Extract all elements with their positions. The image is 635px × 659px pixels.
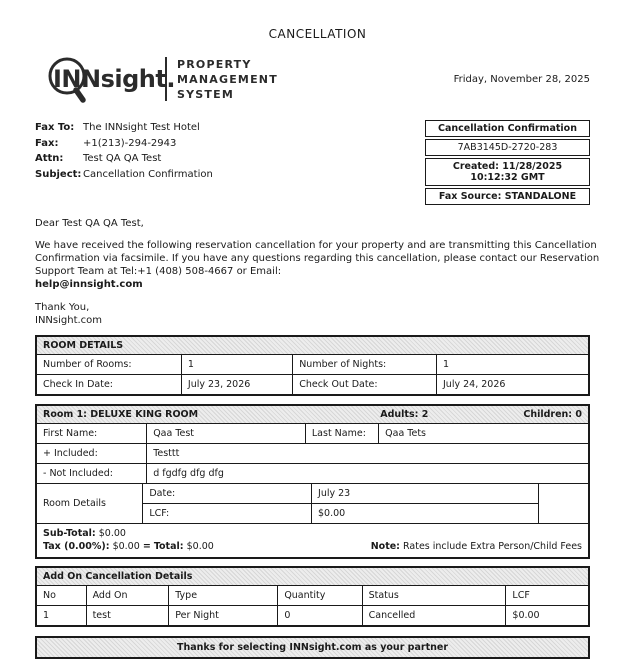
table-header-row — [37, 586, 588, 606]
subject-value: Cancellation Confirmation — [83, 168, 213, 180]
totals-row — [37, 524, 588, 557]
magnifier-logo-icon — [45, 54, 175, 104]
last-name-value: Qaa Tets — [385, 428, 427, 439]
attn-line — [35, 151, 213, 167]
addon-quantity: 0 — [278, 606, 362, 625]
innsight-logo — [45, 54, 278, 104]
table-row — [37, 355, 588, 375]
tax-label: Tax (0.00%): — [43, 541, 110, 552]
tax-value: $0.00 — [112, 541, 140, 552]
number-of-rooms-value: 1 — [182, 355, 293, 374]
included-label: + Included: — [37, 444, 147, 463]
subject-line — [35, 167, 213, 183]
adults-count: Adults: 2 — [380, 409, 429, 420]
check-out-date-label: Check Out Date: — [293, 375, 437, 394]
confirmation-box-title: Cancellation Confirmation — [425, 120, 590, 137]
addon-lcf: $0.00 — [512, 610, 540, 621]
total-label: Total: — [153, 541, 184, 552]
first-name-label: First Name: — [37, 424, 147, 443]
note-label: Note: — [370, 541, 400, 552]
not-included-label: - Not Included: — [37, 464, 147, 483]
fax-recipient-block — [35, 120, 213, 205]
document-title: CANCELLATION — [268, 27, 367, 41]
subtotal-label: Sub-Total: — [43, 528, 96, 539]
logo-tagline — [177, 57, 278, 102]
subtotal-line — [43, 527, 214, 540]
letter-paragraph — [35, 239, 617, 291]
confirmation-number: 7AB3145D-2720-283 — [425, 139, 590, 156]
fax-number-label: Fax: — [35, 137, 59, 149]
check-in-date-label: Check In Date: — [37, 375, 182, 394]
addon-status: Cancelled — [363, 606, 507, 625]
subject-label: Subject: — [35, 168, 82, 180]
fax-to-value: The INNsight Test Hotel — [83, 122, 200, 133]
room1-title: Room 1: DELUXE KING ROOM — [43, 409, 199, 420]
check-in-date-value: July 23, 2026 — [182, 375, 293, 394]
fax-number-value: +1(213)-294-2943 — [83, 137, 177, 149]
room1-header — [37, 406, 588, 424]
fax-source: Fax Source: STANDALONE — [425, 188, 590, 205]
attn-value: Test QA QA Test — [83, 153, 162, 164]
tax-total-line — [43, 540, 214, 553]
fax-info-section — [35, 120, 590, 205]
attn-label: Attn: — [35, 153, 64, 164]
date-lcf-grid — [143, 484, 538, 523]
room-details-compound-row — [37, 484, 588, 524]
confirmation-box — [425, 120, 590, 205]
total-value: $0.00 — [186, 541, 214, 552]
date-label: Date: — [143, 484, 312, 503]
addon-cancellation-table — [35, 566, 590, 627]
included-value: Testtt — [153, 448, 180, 459]
letter-body — [35, 217, 617, 327]
greeting: Dear Test QA QA Test, — [35, 218, 144, 229]
column-header-status: Status — [363, 586, 507, 605]
signature: INNsight.com — [35, 315, 103, 326]
table-row — [37, 606, 588, 625]
column-header-lcf: LCF — [512, 590, 530, 601]
table-row — [37, 444, 588, 464]
column-header-no: No — [37, 586, 87, 605]
document-date: Friday, November 28, 2025 — [453, 73, 590, 85]
lcf-label: LCF: — [143, 504, 312, 523]
addon-name: test — [87, 606, 170, 625]
empty-cell — [538, 484, 588, 523]
closing-block — [35, 301, 617, 327]
subtotal-value: $0.00 — [98, 528, 126, 539]
table-row — [37, 375, 588, 394]
check-out-date-value: July 24, 2026 — [443, 379, 506, 390]
tagline-line: SYSTEM — [177, 87, 234, 101]
equals-sign: = — [142, 541, 151, 552]
lcf-value: $0.00 — [318, 508, 346, 519]
column-header-addon: Add On — [87, 586, 170, 605]
table-row — [143, 484, 538, 504]
tagline-line: PROPERTY — [177, 57, 252, 71]
number-of-nights-label: Number of Nights: — [293, 355, 437, 374]
table-row — [37, 464, 588, 484]
not-included-value: d fgdfg dfg dfg — [153, 468, 224, 479]
closing: Thank You, — [35, 302, 90, 313]
addon-type: Per Night — [169, 606, 278, 625]
totals-block — [43, 527, 214, 553]
document-header — [45, 54, 590, 104]
first-name-value: Qaa Test — [147, 424, 306, 443]
logo-wordmark: INNsight. — [53, 65, 175, 93]
tagline-line: MANAGEMENT — [177, 72, 278, 86]
children-count: Children: 0 — [523, 409, 582, 420]
addon-no: 1 — [37, 606, 87, 625]
room1-table — [35, 404, 590, 559]
letter-text: We have received the following reservation cancellation for your property and are transmitting this Cancellation Confirmation via facsimile. If you have any questions regarding this cancellation, please contact our Reservation Support Team at Tel:+1 (408) 508-4667 or Email: — [35, 240, 600, 277]
fax-number-line — [35, 136, 213, 152]
room-details-header: ROOM DETAILS — [37, 337, 588, 355]
number-of-nights-value: 1 — [443, 359, 450, 370]
table-row — [37, 424, 588, 444]
column-header-type: Type — [169, 586, 278, 605]
column-header-quantity: Quantity — [278, 586, 362, 605]
note-line — [371, 540, 582, 553]
thanks-footer: Thanks for selecting INNsight.com as your partner — [35, 636, 590, 659]
note-text: Rates include Extra Person/Child Fees — [403, 541, 582, 552]
fax-to-label: Fax To: — [35, 122, 75, 133]
room-details-label: Room Details — [37, 484, 143, 523]
number-of-rooms-label: Number of Rooms: — [37, 355, 182, 374]
fax-to-line — [35, 120, 213, 136]
date-value: July 23 — [318, 488, 351, 499]
table-row — [143, 504, 538, 523]
room-details-table — [35, 335, 590, 396]
support-email: help@innsight.com — [35, 279, 143, 290]
last-name-label: Last Name: — [306, 424, 379, 443]
addon-table-header: Add On Cancellation Details — [37, 568, 588, 586]
created-timestamp: Created: 11/28/2025 10:12:32 GMT — [425, 158, 590, 186]
